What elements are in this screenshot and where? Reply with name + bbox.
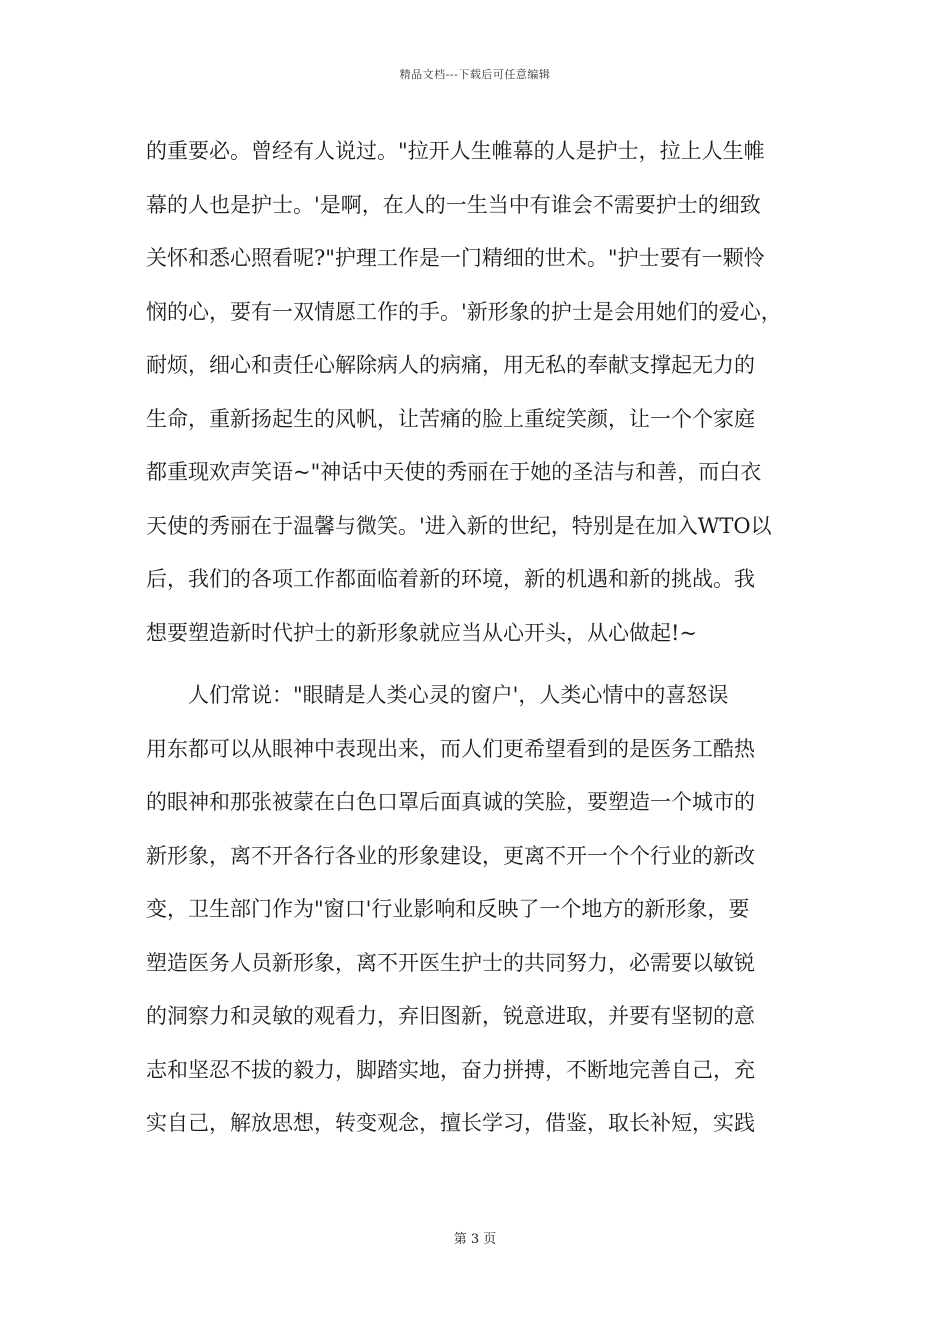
paragraph-2 bbox=[146, 674, 816, 1156]
text-line: 都重现欢声笑语~"神话中天使的秀丽在于她的圣洁与和善，而白衣 bbox=[146, 460, 762, 484]
paragraph-spacer bbox=[146, 665, 816, 674]
text-line: 的眼神和那张被蒙在白色口罩后面真诚的笑脸，要塑造一个城市的 bbox=[146, 790, 755, 814]
text-line: 天使的秀丽在于温馨与微笑。'进入新的世纪，特别是在加入WTO以 bbox=[146, 513, 772, 538]
text-line: 实自己，解放思想，转变观念，擅长学习，借鉴，取长补短，实践 bbox=[146, 1111, 755, 1135]
text-line: 关怀和悉心照看呢?"护理工作是一门精细的世术。"护士要有一颗怜 bbox=[146, 246, 765, 270]
text-line: 人们常说："眼睛是人类心灵的窗户'，人类心情中的喜怒误 bbox=[146, 683, 729, 707]
text-line: 用东都可以从眼神中表现出来，而人们更希望看到的是医务工酷热 bbox=[146, 736, 755, 761]
text-line: 志和坚忍不拔的毅力，脚踏实地，奋力拼搏，不断地完善自己，充 bbox=[146, 1057, 755, 1082]
text-line: 悯的心，要有一双情愿工作的手。'新形象的护士是会用她们的爱心， bbox=[146, 299, 782, 324]
text-line: 的重要必。曾经有人说过。"拉开人生帷幕的人是护士，拉上人生帷 bbox=[146, 139, 765, 163]
page-number: 第 3 页 bbox=[453, 1232, 497, 1247]
text-line: 变，卫生部门作为"窗口'行业影响和反映了一个地方的新形象，要 bbox=[146, 897, 750, 921]
text-line: 的洞察力和灵敏的观看力，弃旧图新，锐意进取，并要有坚韧的意 bbox=[146, 1004, 755, 1028]
text-line: 想要塑造新时代护士的新形象就应当从心开头，从心做起!~ bbox=[146, 620, 698, 645]
text-line: 后，我们的各项工作都面临着新的环境，新的机遇和新的挑战。我 bbox=[146, 567, 755, 591]
page-header: 精品文档---下载后可任意编辑 bbox=[399, 68, 551, 81]
text-line: 幕的人也是护士。'是啊，在人的一生当中有谁会不需要护士的细致 bbox=[146, 192, 761, 217]
text-line: 新形象，离不开各行各业的形象建设，更离不开一个个行业的新改 bbox=[146, 843, 755, 868]
text-line: 生命，重新扬起生的风帆，让苦痛的脸上重绽笑颜，让一个个家庭 bbox=[146, 406, 755, 431]
paragraph-1 bbox=[146, 130, 816, 665]
document-body bbox=[146, 130, 816, 1156]
text-line: 塑造医务人员新形象，离不开医生护士的共同努力，必需要以敏锐 bbox=[146, 950, 755, 975]
text-line: 耐烦，细心和责任心解除病人的病痛，用无私的奉献支撑起无力的 bbox=[146, 353, 755, 377]
